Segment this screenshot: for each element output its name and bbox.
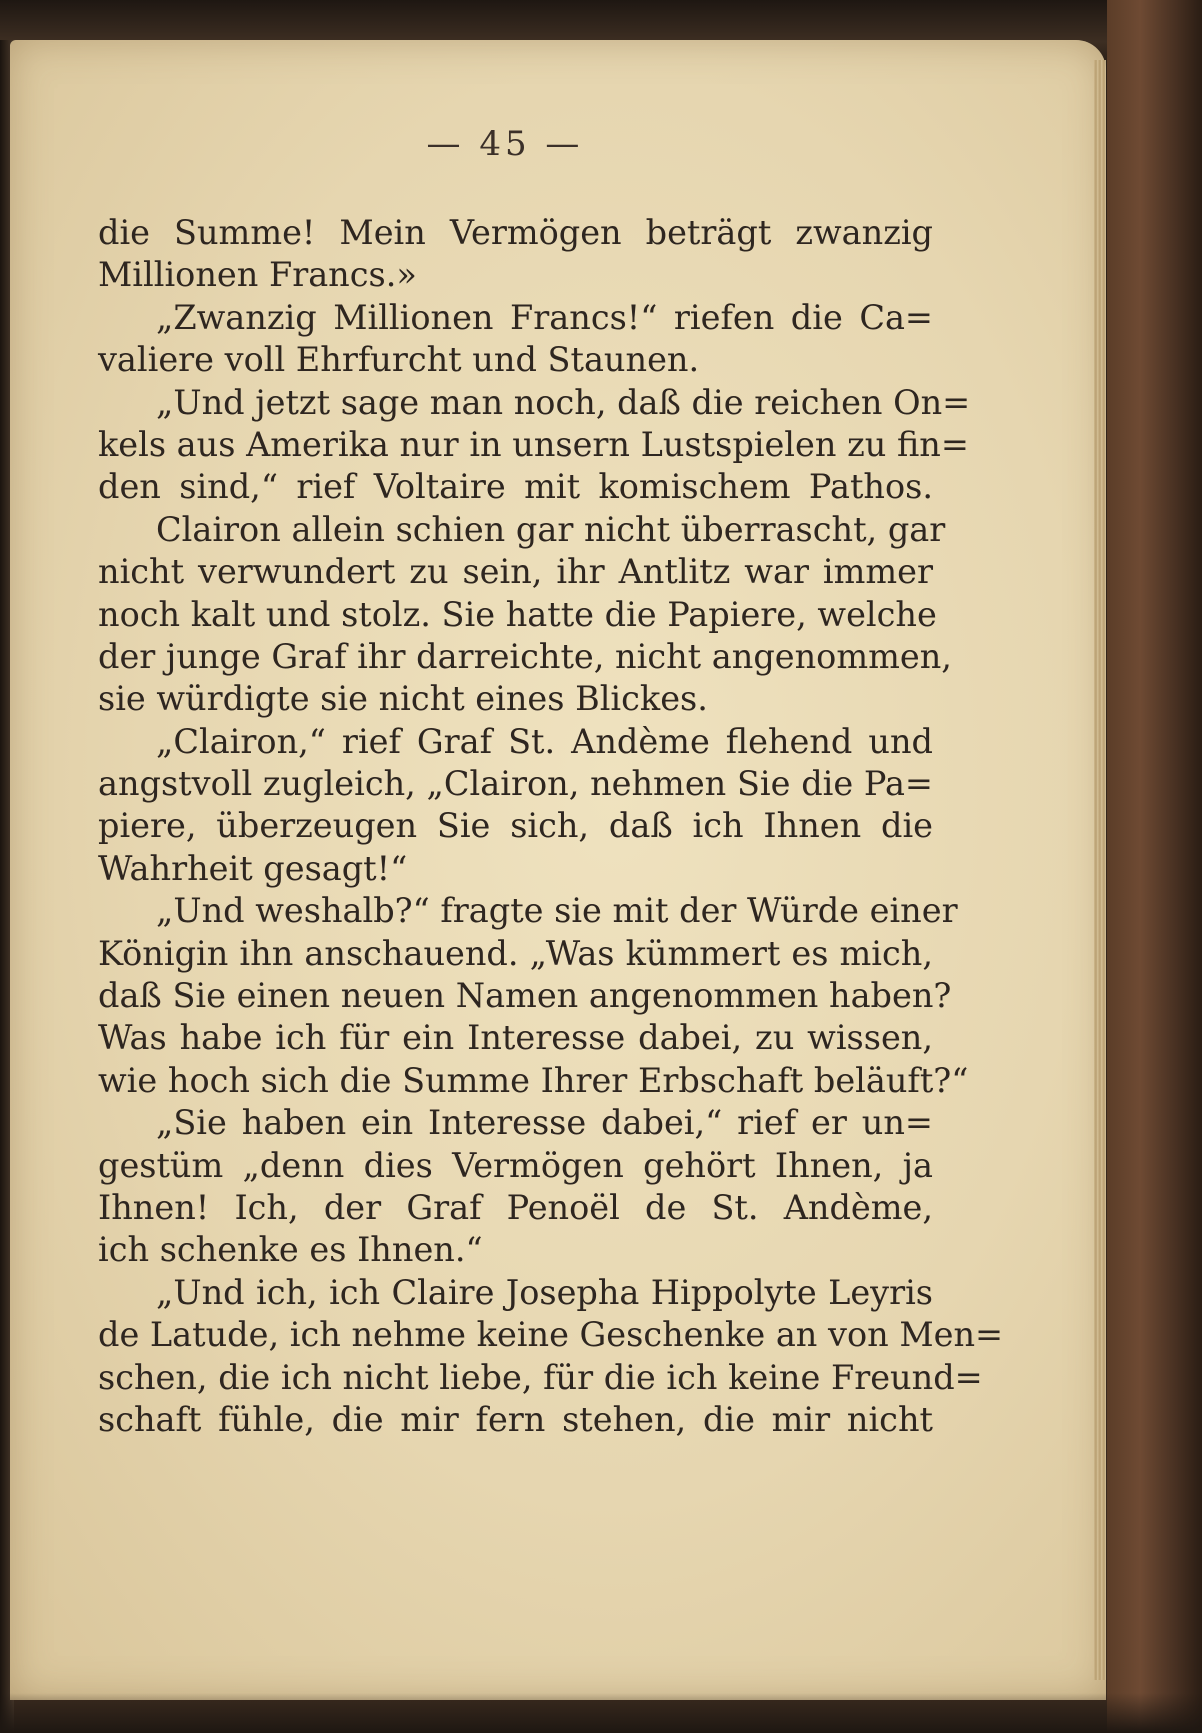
- text-line: „Zwanzig Millionen Francs!“ riefen die Ca=: [156, 297, 933, 337]
- text-line: Clairon allein schien gar nicht überrascht, gar: [156, 509, 946, 549]
- text-line: Millionen Francs.»: [98, 255, 417, 295]
- text-line: Wahrheit gesagt!“: [98, 848, 408, 888]
- text-line: „Und weshalb?“ fragte sie mit der Würde einer: [156, 891, 958, 931]
- text-line: sie würdigte sie nicht eines Blickes.: [98, 679, 708, 719]
- text-line: „Und ich, ich Claire Josepha Hippolyte Leyris: [156, 1272, 933, 1312]
- page-body-text: [98, 212, 1004, 1441]
- text-line: piere, überzeugen Sie sich, daß ich Ihnen die: [98, 806, 933, 846]
- text-line: noch kalt und stolz. Sie hatte die Papiere, welche: [98, 594, 937, 634]
- text-line: kels aus Amerika nur in unsern Lustspielen zu fin=: [98, 424, 969, 464]
- text-line: Was habe ich für ein Interesse dabei, zu wissen,: [98, 1018, 933, 1058]
- text-line: der junge Graf ihr darreichte, nicht angenommen,: [98, 636, 952, 676]
- text-line: daß Sie einen neuen Namen angenommen haben?: [98, 976, 952, 1016]
- book-cover-edge: [1107, 0, 1202, 1733]
- bottom-shadow: [0, 1693, 1202, 1733]
- text-line: Königin ihn anschauend. „Was kümmert es mich,: [98, 933, 933, 973]
- text-line: die Summe! Mein Vermögen beträgt zwanzig: [98, 213, 933, 252]
- text-line: schen, die ich nicht liebe, für die ich keine Freund=: [98, 1357, 983, 1397]
- text-line: wie hoch sich die Summe Ihrer Erbschaft beläuft?“: [98, 1060, 969, 1100]
- text-line: „Clairon,“ rief Graf St. Andème flehend und: [156, 721, 933, 761]
- text-line: ich schenke es Ihnen.“: [98, 1230, 483, 1270]
- text-line: „Sie haben ein Interesse dabei,“ rief er un=: [156, 1103, 933, 1143]
- page-number: — 45 —: [426, 124, 584, 164]
- text-line: gestüm „denn dies Vermögen gehört Ihnen, ja: [98, 1145, 933, 1185]
- text-line: schaft fühle, die mir fern stehen, die mir nicht: [98, 1399, 933, 1439]
- text-line: angstvoll zugleich, „Clairon, nehmen Sie die Pa=: [98, 764, 933, 804]
- text-line: nicht verwundert zu sein, ihr Antlitz war immer: [98, 552, 933, 592]
- text-line: den sind,“ rief Voltaire mit komischem Pathos.: [98, 467, 933, 507]
- text-line: Ihnen! Ich, der Graf Penoël de St. Andème,: [98, 1187, 933, 1227]
- page-stack-edge: [1094, 60, 1106, 1680]
- text-line: „Und jetzt sage man noch, daß die reichen On=: [156, 382, 971, 422]
- text-line: valiere voll Ehrfurcht und Staunen.: [98, 340, 700, 380]
- text-line: de Latude, ich nehme keine Geschenke an von Men=: [98, 1315, 1004, 1355]
